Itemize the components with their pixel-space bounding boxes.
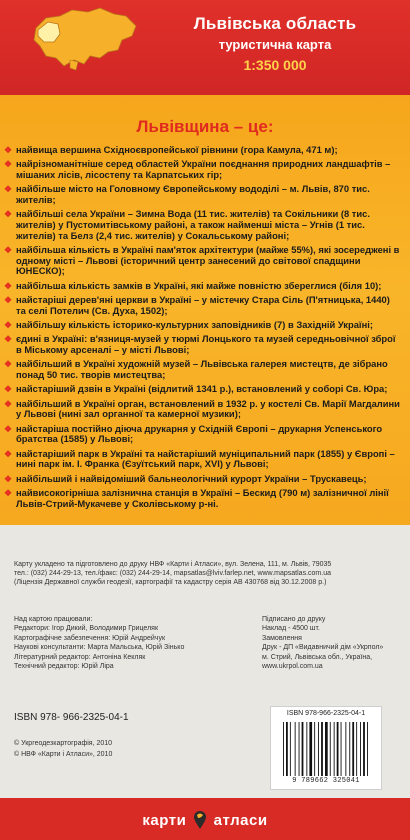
barcode-bar (356, 722, 357, 776)
barcode-bar (283, 722, 284, 776)
fact-list (4, 145, 402, 513)
fact-text: найбільший в Україні орган, встановлений в 1932 р. у костелі Св. Марії Магдалини у Львові (нині зал органної та камерної музики); (16, 397, 400, 420)
fact-item (4, 184, 402, 205)
fact-text: найбільший в Україні художній музей – Львівська галерея мистецтв, де зібрано понад 50 тис. творів мистецтва; (16, 358, 388, 380)
ukraine-map-icon (30, 6, 140, 76)
credits-heading: Над картою працювали: (14, 616, 93, 623)
barcode-bar (360, 722, 361, 776)
fact-item (4, 145, 402, 156)
bullet-icon: ❖ (4, 398, 13, 409)
barcode-bar (314, 722, 315, 776)
copyright (14, 738, 112, 760)
fact-text: найбільше місто на Головному Європейському вододілі – м. Львів, 870 тис. жителів; (16, 183, 370, 205)
barcode-bar (330, 722, 331, 776)
fact-text: найрізноманітніше серед областей України поєднання природних ландшафтів – мішаних лісів, лісостепу та Карпатських гір; (16, 158, 391, 180)
bullet-icon: ❖ (4, 334, 13, 345)
publisher-line: тел.: (032) 244-29-13, тел./факс: (032) 244-29-14, mapsatlas@lviv.farlep.net, www.mapsatlas.com.ua (14, 570, 331, 577)
bullet-icon: ❖ (4, 294, 13, 305)
bullet-icon: ❖ (4, 244, 13, 255)
fact-item (4, 399, 402, 420)
footer-banner (0, 798, 410, 840)
region-title: Львівська область (193, 14, 357, 33)
barcode-icon (281, 722, 371, 776)
publisher-line: (Ліцензія Державної служби геодезії, картографії та кадастру серія АВ 430768 від 30.12.2008 р.) (14, 579, 327, 586)
logo-text-left: карти (142, 812, 187, 829)
barcode-bar (318, 722, 319, 776)
barcode-bar (363, 722, 365, 776)
logo-text-right: атласи (213, 812, 268, 829)
fact-item (4, 295, 402, 316)
bullet-icon: ❖ (4, 280, 13, 291)
copyright-line: © НВФ «Карти і Атласи», 2010 (14, 751, 113, 758)
publisher-line: Карту укладено та підготовлено до друку НВФ «Карти і Атласи», вул. Зелена, 111, м. Львів, 79035 (14, 561, 332, 568)
barcode-bar (306, 722, 307, 776)
barcode-bar (299, 722, 300, 776)
fact-text: найбільші села України – Зимна Вода (11 тис. жителів) та Сокільники (8 тис. жителів) у Пустомитівському районі, а також найменші міста – Угнів (1 тис. жителів) та Белз (2,4 тис. жителів) у Сокальському районі; (16, 208, 370, 241)
barcode-bar (290, 722, 291, 776)
credit-line: Літературний редактор: Антоніна Кекляк (14, 653, 146, 661)
fact-item (4, 449, 402, 470)
fact-item (4, 334, 402, 355)
barcode-bar (325, 722, 328, 776)
fact-text: найбільша кількість в Україні пам'яток архітектури (майже 55%), які зосереджені в одному місті – Львові (історичний центр занесений до світової спадщини ЮНЕСКО); (16, 243, 400, 277)
credits (14, 615, 259, 671)
fact-item (4, 424, 402, 445)
barcode-bar (337, 722, 339, 776)
map-subtitle: туристична карта (218, 37, 332, 52)
fact-item (4, 281, 402, 292)
fact-item (4, 384, 402, 395)
bullet-icon: ❖ (4, 384, 13, 395)
barcode-bar (334, 722, 335, 776)
bullet-icon: ❖ (4, 159, 13, 170)
facts-title: Львівщина – це: (136, 117, 274, 136)
fact-item (4, 245, 402, 277)
fact-item (4, 474, 402, 485)
credit-line: Наукові консультанти: Марта Мальська, Юрій Зінько (14, 644, 185, 652)
barcode-bar (309, 722, 312, 776)
barcode-bar (367, 722, 368, 776)
print-line: Наклад - 4500 шт. (262, 625, 320, 633)
fact-text: найбільшу кількість історико-культурних заповідників (7) в Західній Україні; (16, 318, 373, 330)
globe-pin-icon (193, 810, 207, 830)
barcode-bar (295, 722, 296, 776)
fact-text: найбільший і найвідоміший бальнеологічний курорт України – Трускавець; (16, 472, 367, 484)
fact-text: найвища вершина Східноєвропейської рівнини (гора Камула, 471 м); (16, 144, 338, 155)
print-line: Замовлення (262, 634, 302, 642)
publisher-info (14, 560, 404, 587)
print-line: м. Стрий, Львівська обл., Україна, (262, 653, 373, 661)
bullet-icon: ❖ (4, 423, 13, 434)
facts-section (0, 95, 410, 525)
barcode-isbn: ISBN 978-966-2325-04-1 (286, 710, 366, 717)
bullet-icon: ❖ (4, 448, 13, 459)
fact-text: найстаріші дерев'яні церкви в Україні – у містечку Стара Сіль (П'ятницька, 1440) та селі Потелич (Св. Духа, 1502); (16, 293, 390, 316)
bullet-icon: ❖ (4, 319, 13, 330)
bullet-icon: ❖ (4, 145, 13, 155)
barcode-bar (302, 722, 304, 776)
barcode-bar (341, 722, 342, 776)
barcode-bar (286, 722, 288, 776)
credit-line: Картографічне забезпечення: Юрій Андрейчук (14, 634, 166, 642)
bullet-icon: ❖ (4, 473, 13, 484)
print-line: www.ukrpol.com.ua (262, 663, 323, 671)
fact-item (4, 320, 402, 331)
fact-text: найвисокогірніша залізнична станція в Україні – Бескид (790 м) залізничної лінії Львів-Стрий-Мукачеве у Сколівському р-ні. (16, 486, 389, 509)
credit-line: Редактори: Ігор Дикий, Володимир Грицеляк (14, 625, 159, 633)
print-line: Підписано до друку (262, 616, 326, 623)
fact-text: найбільша кількість замків в Україні, які майже повністю збереглися (біля 10); (16, 279, 382, 291)
barcode-bar (345, 722, 346, 776)
fact-text: найстаріша постійно діюча друкарня у Східній Європі – друкарня Успенського братства (1585) у Львові; (16, 422, 383, 445)
header-banner (0, 0, 410, 95)
barcode-label (270, 706, 382, 790)
fact-text: найстаріший дзвін в Україні (відлитий 1341 р.), встановлений у соборі Св. Юра; (16, 383, 388, 395)
publisher-logo (0, 810, 410, 830)
print-line: Друк - ДП «Видавничий дім «Укрпол» (262, 644, 384, 652)
barcode-bar (321, 722, 323, 776)
barcode-bar (349, 722, 350, 776)
bullet-icon: ❖ (4, 359, 13, 370)
print-info (262, 615, 402, 671)
bullet-icon: ❖ (4, 184, 13, 195)
fact-text: єдині в Україні: в'язниця-музей у тюрмі Лонцького та музей середньовічної зброї в Міському арсеналі – у місті Львові; (16, 333, 396, 355)
fact-text: найстаріший парк в Україні та найстаріший муніципальний парк (1855) у Європі – нині парк ім. І. Франка (Єзуїтський парк, XVI) у Львові; (16, 447, 395, 470)
fact-item (4, 159, 402, 180)
fact-item (4, 359, 402, 380)
map-scale: 1:350 000 (243, 57, 307, 73)
isbn-text: ISBN 978- 966-2325-04-1 (14, 712, 129, 723)
fact-item (4, 488, 402, 509)
bullet-icon: ❖ (4, 209, 13, 220)
barcode-number: 9 789662 325041 (292, 777, 360, 785)
fact-item (4, 209, 402, 241)
copyright-line: © Укргеодезкартографія, 2010 (14, 740, 113, 747)
barcode-bar (352, 722, 354, 776)
bullet-icon: ❖ (4, 487, 13, 498)
credit-line: Технічний редактор: Юрій Ліра (14, 663, 114, 671)
